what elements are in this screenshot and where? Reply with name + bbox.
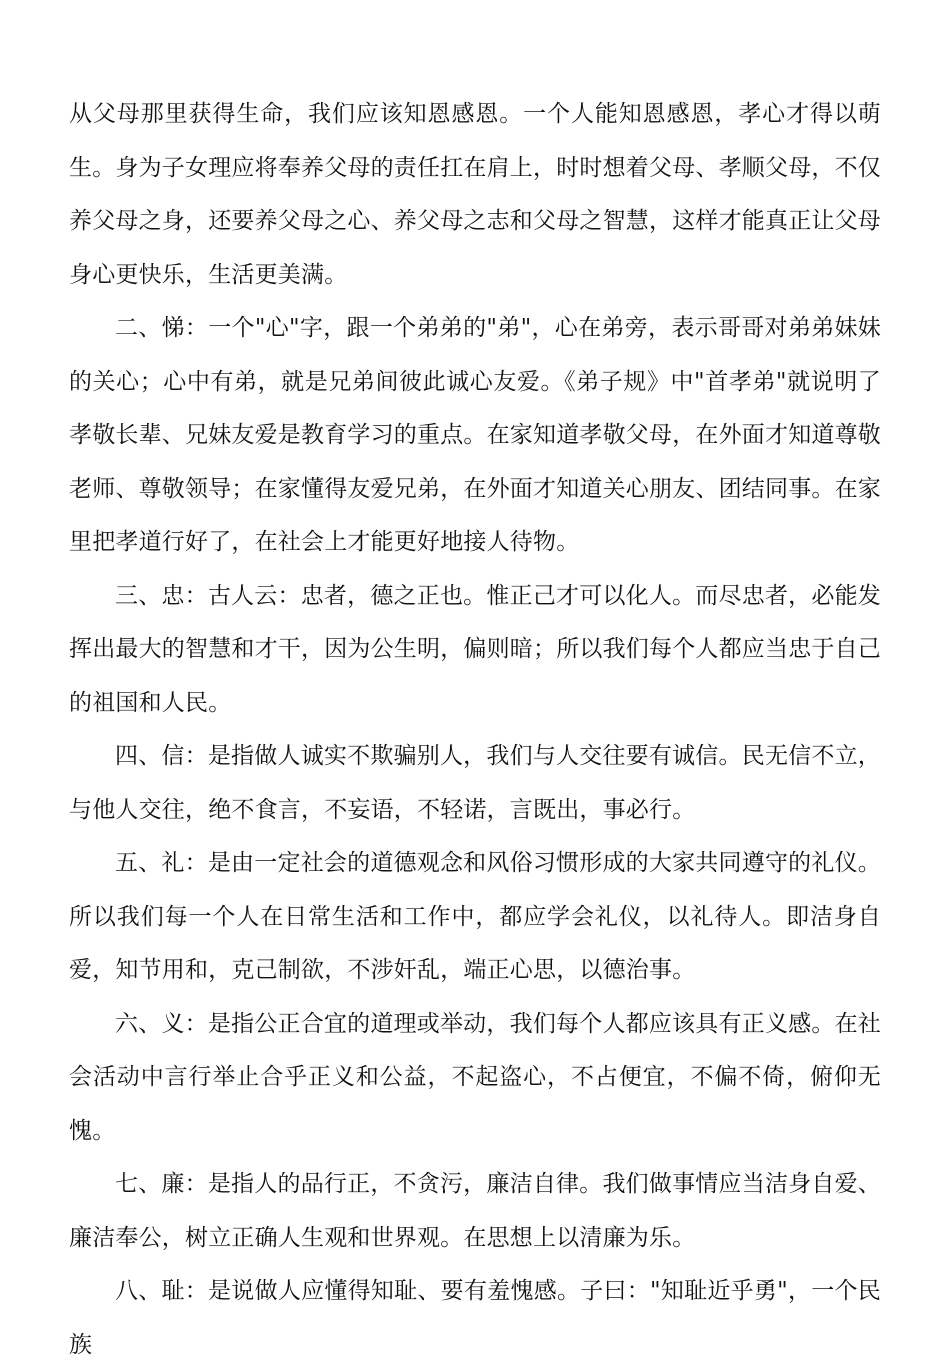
paragraph-zhong: 三、忠：古人云：忠者，德之正也。惟正己才可以化人。而尽忠者，必能发挥出最大的智慧和才干，因为公生明，偏则暗；所以我们每个人都应当忠于自己的祖国和人民。 xyxy=(69,582,881,716)
paragraph-chi: 八、耻：是说做人应懂得知耻、要有羞愧感。子曰："知耻近乎勇"，一个民族 xyxy=(69,1278,881,1358)
paragraph-lian: 七、廉：是指人的品行正，不贪污，廉洁自律。我们做事情应当洁身自爱、廉洁奉公，树立正确人生观和世界观。在思想上以清廉为乐。 xyxy=(69,1171,881,1251)
paragraph-li: 五、礼：是由一定社会的道德观念和风俗习惯形成的大家共同遵守的礼仪。所以我们每一个人在日常生活和工作中，都应学会礼仪，以礼待人。即洁身自爱，知节用和，克己制欲，不涉奸乱，端正心思，以德治事。 xyxy=(69,850,881,983)
document-body xyxy=(69,88,881,1372)
paragraph-yi: 六、义：是指公正合宜的道理或举动，我们每个人都应该具有正义感。在社会活动中言行举止合乎正义和公益，不起盗心，不占便宜，不偏不倚，俯仰无愧。 xyxy=(69,1010,881,1144)
paragraph-ti: 二、悌：一个"心"字，跟一个弟弟的"弟"，心在弟旁，表示哥哥对弟弟妹妹的关心；心中有弟，就是兄弟间彼此诚心友爱。《弟子规》中"首孝弟"就说明了孝敬长辈、兄妹友爱是教育学习的重点。在家知道孝敬父母，在外面才知道尊敬老师、尊敬领导；在家懂得友爱兄弟，在外面才知道关心朋友、团结同事。在家里把孝道行好了，在社会上才能更好地接人待物。 xyxy=(69,315,881,555)
paragraph-intro-continued: 从父母那里获得生命，我们应该知恩感恩。一个人能知恩感恩，孝心才得以萌生。身为子女理应将奉养父母的责任扛在肩上，时时想着父母、孝顺父母，不仅养父母之身，还要养父母之心、养父母之志和父母之智慧，这样才能真正让父母身心更快乐，生活更美满。 xyxy=(69,101,881,288)
paragraph-xin: 四、信：是指做人诚实不欺骗别人，我们与人交往要有诚信。民无信不立，与他人交往，绝不食言，不妄语，不轻诺，言既出，事必行。 xyxy=(69,743,881,823)
